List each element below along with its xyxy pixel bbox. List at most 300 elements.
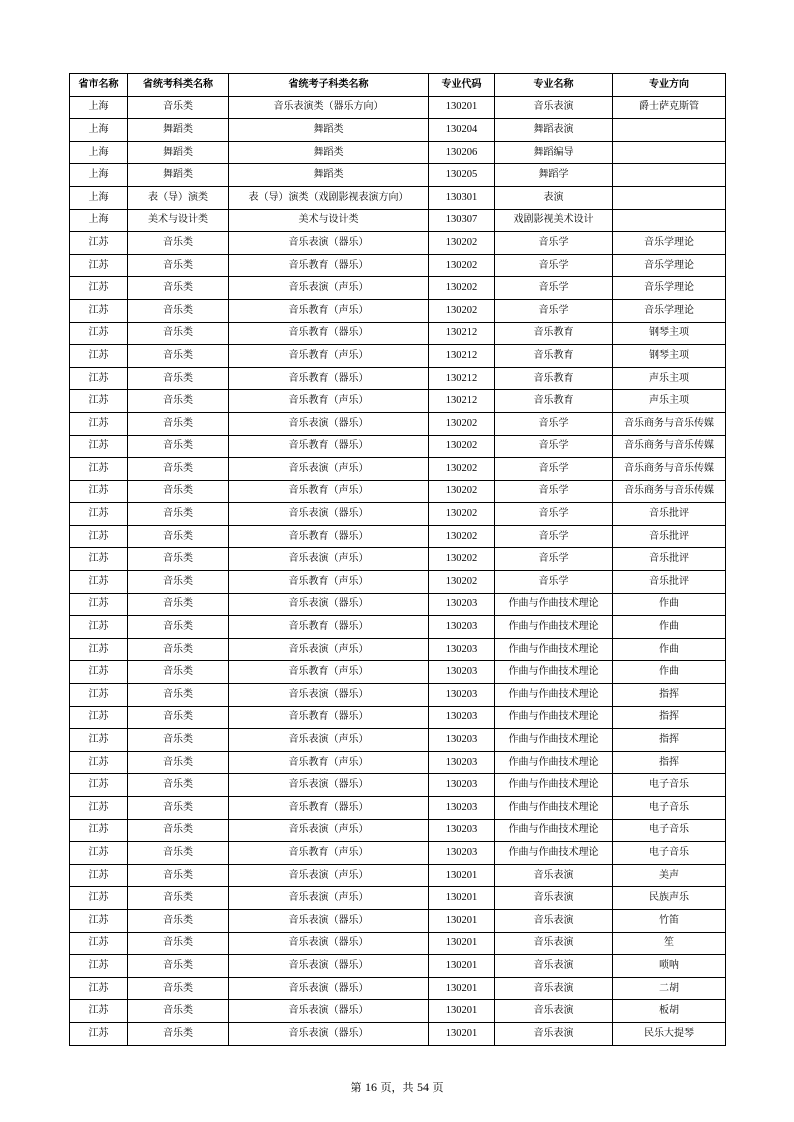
cell-province: 江苏 bbox=[70, 887, 128, 910]
table-row bbox=[70, 458, 726, 481]
cell-major-name: 音乐教育 bbox=[495, 345, 613, 368]
cell-major-name: 音乐学 bbox=[495, 299, 613, 322]
table-row bbox=[70, 1022, 726, 1045]
cell-exam-subcategory: 音乐表演（声乐） bbox=[229, 729, 429, 752]
cell-exam-subcategory: 音乐表演（声乐） bbox=[229, 548, 429, 571]
cell-exam-subcategory: 音乐教育（声乐） bbox=[229, 571, 429, 594]
cell-major-code: 130206 bbox=[429, 141, 495, 164]
cell-province: 江苏 bbox=[70, 1000, 128, 1023]
cell-exam-category: 舞蹈类 bbox=[128, 141, 229, 164]
cell-major-code: 130202 bbox=[429, 299, 495, 322]
cell-exam-subcategory: 音乐表演（器乐） bbox=[229, 232, 429, 255]
cell-exam-category: 美术与设计类 bbox=[128, 209, 229, 232]
cell-exam-category: 音乐类 bbox=[128, 932, 229, 955]
cell-major-direction bbox=[613, 119, 726, 142]
cell-major-direction: 作曲 bbox=[613, 661, 726, 684]
cell-exam-subcategory: 音乐教育（声乐） bbox=[229, 842, 429, 865]
table-row bbox=[70, 774, 726, 797]
cell-major-code: 130203 bbox=[429, 616, 495, 639]
cell-exam-category: 音乐类 bbox=[128, 458, 229, 481]
cell-exam-category: 音乐类 bbox=[128, 548, 229, 571]
cell-major-name: 舞蹈编导 bbox=[495, 141, 613, 164]
cell-major-direction: 指挥 bbox=[613, 751, 726, 774]
cell-province: 江苏 bbox=[70, 254, 128, 277]
table-row bbox=[70, 661, 726, 684]
cell-exam-subcategory: 音乐教育（声乐） bbox=[229, 751, 429, 774]
cell-exam-subcategory: 音乐表演（器乐） bbox=[229, 1022, 429, 1045]
cell-exam-subcategory: 舞蹈类 bbox=[229, 164, 429, 187]
cell-major-code: 130203 bbox=[429, 706, 495, 729]
cell-major-code: 130203 bbox=[429, 751, 495, 774]
cell-major-name: 舞蹈表演 bbox=[495, 119, 613, 142]
table-row bbox=[70, 503, 726, 526]
cell-exam-subcategory: 音乐表演（器乐） bbox=[229, 1000, 429, 1023]
cell-major-code: 130201 bbox=[429, 864, 495, 887]
table-row bbox=[70, 412, 726, 435]
cell-exam-category: 音乐类 bbox=[128, 774, 229, 797]
cell-exam-category: 音乐类 bbox=[128, 503, 229, 526]
cell-major-direction: 钢琴主项 bbox=[613, 322, 726, 345]
cell-exam-category: 表（导）演类 bbox=[128, 186, 229, 209]
cell-major-direction: 音乐批评 bbox=[613, 525, 726, 548]
cell-major-name: 音乐学 bbox=[495, 525, 613, 548]
cell-major-direction: 音乐商务与音乐传媒 bbox=[613, 458, 726, 481]
cell-major-direction bbox=[613, 164, 726, 187]
cell-province: 江苏 bbox=[70, 277, 128, 300]
cell-exam-subcategory: 音乐表演（声乐） bbox=[229, 638, 429, 661]
cell-exam-subcategory: 音乐教育（器乐） bbox=[229, 706, 429, 729]
cell-exam-category: 音乐类 bbox=[128, 390, 229, 413]
cell-major-code: 130205 bbox=[429, 164, 495, 187]
cell-major-name: 音乐学 bbox=[495, 548, 613, 571]
cell-major-name: 音乐学 bbox=[495, 503, 613, 526]
cell-exam-category: 音乐类 bbox=[128, 819, 229, 842]
cell-major-name: 作曲与作曲技术理论 bbox=[495, 661, 613, 684]
table-row bbox=[70, 684, 726, 707]
cell-major-direction: 唢呐 bbox=[613, 955, 726, 978]
cell-major-direction: 音乐学理论 bbox=[613, 254, 726, 277]
cell-exam-subcategory: 音乐教育（器乐） bbox=[229, 367, 429, 390]
table-row bbox=[70, 977, 726, 1000]
header-exam-category: 省统考科类名称 bbox=[128, 74, 229, 97]
cell-major-code: 130202 bbox=[429, 277, 495, 300]
specialty-table bbox=[69, 73, 726, 1046]
cell-exam-category: 音乐类 bbox=[128, 842, 229, 865]
footer-prefix: 第 bbox=[350, 1081, 365, 1094]
cell-exam-category: 音乐类 bbox=[128, 955, 229, 978]
cell-major-name: 音乐表演 bbox=[495, 1022, 613, 1045]
cell-exam-category: 音乐类 bbox=[128, 412, 229, 435]
table-row bbox=[70, 819, 726, 842]
table-row bbox=[70, 571, 726, 594]
cell-major-direction: 声乐主项 bbox=[613, 367, 726, 390]
cell-major-direction: 指挥 bbox=[613, 729, 726, 752]
table-row bbox=[70, 119, 726, 142]
table-row bbox=[70, 164, 726, 187]
cell-exam-subcategory: 音乐教育（器乐） bbox=[229, 254, 429, 277]
cell-exam-subcategory: 音乐表演（声乐） bbox=[229, 458, 429, 481]
cell-province: 江苏 bbox=[70, 390, 128, 413]
table-row bbox=[70, 638, 726, 661]
cell-exam-subcategory: 音乐表演（器乐） bbox=[229, 909, 429, 932]
table-row bbox=[70, 254, 726, 277]
cell-major-name: 作曲与作曲技术理论 bbox=[495, 684, 613, 707]
cell-province: 江苏 bbox=[70, 412, 128, 435]
cell-major-code: 130301 bbox=[429, 186, 495, 209]
header-major-code: 专业代码 bbox=[429, 74, 495, 97]
cell-exam-subcategory: 音乐教育（声乐） bbox=[229, 345, 429, 368]
table-body bbox=[70, 96, 726, 1045]
cell-major-direction: 音乐商务与音乐传媒 bbox=[613, 412, 726, 435]
cell-major-direction bbox=[613, 209, 726, 232]
footer-suffix: 页 bbox=[429, 1081, 444, 1094]
cell-major-code: 130212 bbox=[429, 367, 495, 390]
cell-major-name: 作曲与作曲技术理论 bbox=[495, 751, 613, 774]
page-footer bbox=[0, 1079, 794, 1095]
cell-major-code: 130202 bbox=[429, 571, 495, 594]
cell-province: 江苏 bbox=[70, 232, 128, 255]
cell-major-code: 130202 bbox=[429, 503, 495, 526]
table-row bbox=[70, 842, 726, 865]
cell-province: 江苏 bbox=[70, 480, 128, 503]
cell-province: 江苏 bbox=[70, 932, 128, 955]
cell-exam-category: 音乐类 bbox=[128, 616, 229, 639]
cell-major-name: 音乐教育 bbox=[495, 322, 613, 345]
cell-province: 江苏 bbox=[70, 435, 128, 458]
table-row bbox=[70, 299, 726, 322]
cell-major-code: 130212 bbox=[429, 345, 495, 368]
cell-major-code: 130201 bbox=[429, 96, 495, 119]
cell-major-code: 130201 bbox=[429, 955, 495, 978]
table-row bbox=[70, 435, 726, 458]
cell-province: 江苏 bbox=[70, 345, 128, 368]
cell-exam-category: 音乐类 bbox=[128, 887, 229, 910]
cell-exam-category: 音乐类 bbox=[128, 435, 229, 458]
cell-province: 江苏 bbox=[70, 842, 128, 865]
cell-major-code: 130203 bbox=[429, 593, 495, 616]
table-header-row bbox=[70, 74, 726, 97]
cell-major-name: 戏剧影视美术设计 bbox=[495, 209, 613, 232]
cell-exam-subcategory: 音乐表演（器乐） bbox=[229, 955, 429, 978]
cell-exam-category: 音乐类 bbox=[128, 909, 229, 932]
cell-major-code: 130201 bbox=[429, 909, 495, 932]
cell-exam-category: 音乐类 bbox=[128, 1022, 229, 1045]
cell-exam-subcategory: 音乐表演（器乐） bbox=[229, 593, 429, 616]
header-major-name: 专业名称 bbox=[495, 74, 613, 97]
table-row bbox=[70, 186, 726, 209]
cell-major-direction: 笙 bbox=[613, 932, 726, 955]
footer-middle: 页，共 bbox=[377, 1081, 417, 1094]
cell-major-direction: 音乐商务与音乐传媒 bbox=[613, 435, 726, 458]
cell-exam-category: 音乐类 bbox=[128, 345, 229, 368]
table-row bbox=[70, 887, 726, 910]
table-row bbox=[70, 909, 726, 932]
cell-major-code: 130203 bbox=[429, 819, 495, 842]
cell-exam-category: 音乐类 bbox=[128, 232, 229, 255]
cell-province: 江苏 bbox=[70, 909, 128, 932]
table-row bbox=[70, 729, 726, 752]
cell-province: 江苏 bbox=[70, 661, 128, 684]
table-row bbox=[70, 367, 726, 390]
cell-major-direction: 作曲 bbox=[613, 638, 726, 661]
cell-exam-category: 音乐类 bbox=[128, 729, 229, 752]
cell-exam-subcategory: 音乐教育（器乐） bbox=[229, 322, 429, 345]
table-row bbox=[70, 322, 726, 345]
cell-exam-subcategory: 音乐教育（器乐） bbox=[229, 435, 429, 458]
cell-major-code: 130201 bbox=[429, 1022, 495, 1045]
cell-major-name: 音乐学 bbox=[495, 435, 613, 458]
cell-province: 江苏 bbox=[70, 548, 128, 571]
cell-major-direction: 电子音乐 bbox=[613, 774, 726, 797]
cell-exam-subcategory: 音乐表演（器乐） bbox=[229, 503, 429, 526]
cell-major-name: 音乐表演 bbox=[495, 932, 613, 955]
cell-major-code: 130203 bbox=[429, 638, 495, 661]
cell-major-direction: 指挥 bbox=[613, 706, 726, 729]
cell-exam-category: 音乐类 bbox=[128, 797, 229, 820]
cell-exam-category: 音乐类 bbox=[128, 367, 229, 390]
cell-exam-category: 音乐类 bbox=[128, 977, 229, 1000]
cell-major-code: 130203 bbox=[429, 684, 495, 707]
cell-province: 江苏 bbox=[70, 1022, 128, 1045]
cell-major-code: 130212 bbox=[429, 390, 495, 413]
footer-total-pages: 54 bbox=[417, 1080, 429, 1094]
cell-exam-subcategory: 音乐教育（器乐） bbox=[229, 525, 429, 548]
cell-exam-subcategory: 音乐表演（声乐） bbox=[229, 819, 429, 842]
cell-exam-subcategory: 音乐表演（器乐） bbox=[229, 932, 429, 955]
cell-major-direction: 钢琴主项 bbox=[613, 345, 726, 368]
cell-exam-category: 舞蹈类 bbox=[128, 164, 229, 187]
cell-province: 江苏 bbox=[70, 977, 128, 1000]
cell-province: 上海 bbox=[70, 141, 128, 164]
cell-major-direction: 作曲 bbox=[613, 616, 726, 639]
table-row bbox=[70, 1000, 726, 1023]
table-row bbox=[70, 932, 726, 955]
cell-exam-subcategory: 音乐表演（器乐） bbox=[229, 774, 429, 797]
cell-major-name: 音乐学 bbox=[495, 277, 613, 300]
cell-exam-category: 音乐类 bbox=[128, 593, 229, 616]
cell-major-name: 音乐学 bbox=[495, 480, 613, 503]
cell-major-name: 作曲与作曲技术理论 bbox=[495, 593, 613, 616]
table-row bbox=[70, 955, 726, 978]
cell-major-code: 130203 bbox=[429, 797, 495, 820]
cell-province: 上海 bbox=[70, 119, 128, 142]
cell-major-code: 130203 bbox=[429, 729, 495, 752]
cell-major-direction: 音乐批评 bbox=[613, 503, 726, 526]
cell-major-name: 作曲与作曲技术理论 bbox=[495, 616, 613, 639]
cell-major-direction: 作曲 bbox=[613, 593, 726, 616]
cell-exam-subcategory: 音乐表演（声乐） bbox=[229, 864, 429, 887]
cell-major-name: 作曲与作曲技术理论 bbox=[495, 797, 613, 820]
cell-major-name: 作曲与作曲技术理论 bbox=[495, 819, 613, 842]
cell-province: 江苏 bbox=[70, 458, 128, 481]
cell-exam-category: 音乐类 bbox=[128, 661, 229, 684]
cell-province: 江苏 bbox=[70, 503, 128, 526]
cell-exam-category: 音乐类 bbox=[128, 571, 229, 594]
table-row bbox=[70, 480, 726, 503]
cell-major-direction: 电子音乐 bbox=[613, 842, 726, 865]
cell-major-name: 音乐学 bbox=[495, 232, 613, 255]
cell-major-direction: 板胡 bbox=[613, 1000, 726, 1023]
table-row bbox=[70, 141, 726, 164]
cell-exam-category: 音乐类 bbox=[128, 322, 229, 345]
cell-exam-category: 音乐类 bbox=[128, 864, 229, 887]
cell-province: 江苏 bbox=[70, 571, 128, 594]
cell-major-name: 音乐学 bbox=[495, 458, 613, 481]
cell-province: 江苏 bbox=[70, 774, 128, 797]
cell-province: 江苏 bbox=[70, 751, 128, 774]
table-row bbox=[70, 345, 726, 368]
cell-major-direction: 美声 bbox=[613, 864, 726, 887]
table-row bbox=[70, 616, 726, 639]
cell-major-name: 音乐学 bbox=[495, 571, 613, 594]
cell-exam-subcategory: 音乐教育（声乐） bbox=[229, 661, 429, 684]
cell-exam-subcategory: 舞蹈类 bbox=[229, 141, 429, 164]
cell-exam-category: 音乐类 bbox=[128, 638, 229, 661]
cell-province: 江苏 bbox=[70, 322, 128, 345]
cell-exam-subcategory: 美术与设计类 bbox=[229, 209, 429, 232]
cell-exam-subcategory: 舞蹈类 bbox=[229, 119, 429, 142]
cell-major-code: 130202 bbox=[429, 458, 495, 481]
cell-major-code: 130201 bbox=[429, 887, 495, 910]
cell-major-name: 作曲与作曲技术理论 bbox=[495, 842, 613, 865]
cell-major-direction: 竹笛 bbox=[613, 909, 726, 932]
cell-major-direction: 电子音乐 bbox=[613, 797, 726, 820]
header-major-direction: 专业方向 bbox=[613, 74, 726, 97]
cell-major-code: 130201 bbox=[429, 977, 495, 1000]
cell-major-name: 作曲与作曲技术理论 bbox=[495, 729, 613, 752]
table-row bbox=[70, 706, 726, 729]
cell-exam-category: 音乐类 bbox=[128, 96, 229, 119]
cell-major-code: 130201 bbox=[429, 932, 495, 955]
cell-province: 上海 bbox=[70, 96, 128, 119]
cell-province: 江苏 bbox=[70, 638, 128, 661]
cell-major-code: 130202 bbox=[429, 435, 495, 458]
cell-major-direction: 民族声乐 bbox=[613, 887, 726, 910]
cell-exam-category: 音乐类 bbox=[128, 684, 229, 707]
cell-exam-category: 音乐类 bbox=[128, 525, 229, 548]
cell-province: 上海 bbox=[70, 209, 128, 232]
table-row bbox=[70, 797, 726, 820]
cell-major-code: 130212 bbox=[429, 322, 495, 345]
cell-major-code: 130203 bbox=[429, 661, 495, 684]
cell-major-code: 130307 bbox=[429, 209, 495, 232]
cell-major-name: 音乐教育 bbox=[495, 367, 613, 390]
cell-province: 江苏 bbox=[70, 819, 128, 842]
cell-exam-category: 音乐类 bbox=[128, 299, 229, 322]
cell-province: 江苏 bbox=[70, 367, 128, 390]
table-row bbox=[70, 864, 726, 887]
cell-major-code: 130204 bbox=[429, 119, 495, 142]
cell-major-name: 音乐表演 bbox=[495, 909, 613, 932]
cell-province: 江苏 bbox=[70, 593, 128, 616]
table-row bbox=[70, 548, 726, 571]
cell-major-direction: 声乐主项 bbox=[613, 390, 726, 413]
cell-major-direction: 电子音乐 bbox=[613, 819, 726, 842]
cell-exam-category: 音乐类 bbox=[128, 277, 229, 300]
cell-exam-subcategory: 音乐表演类（器乐方向） bbox=[229, 96, 429, 119]
cell-major-direction: 爵士萨克斯管 bbox=[613, 96, 726, 119]
cell-major-name: 表演 bbox=[495, 186, 613, 209]
footer-page-number: 16 bbox=[365, 1080, 377, 1094]
cell-major-code: 130202 bbox=[429, 254, 495, 277]
cell-major-name: 音乐表演 bbox=[495, 1000, 613, 1023]
cell-major-name: 音乐表演 bbox=[495, 887, 613, 910]
cell-major-direction: 音乐批评 bbox=[613, 571, 726, 594]
cell-province: 江苏 bbox=[70, 729, 128, 752]
table-row bbox=[70, 96, 726, 119]
table-row bbox=[70, 390, 726, 413]
cell-exam-subcategory: 音乐教育（声乐） bbox=[229, 480, 429, 503]
cell-exam-category: 音乐类 bbox=[128, 254, 229, 277]
cell-major-name: 作曲与作曲技术理论 bbox=[495, 706, 613, 729]
cell-exam-subcategory: 音乐表演（声乐） bbox=[229, 277, 429, 300]
header-province: 省市名称 bbox=[70, 74, 128, 97]
cell-exam-subcategory: 音乐表演（器乐） bbox=[229, 977, 429, 1000]
cell-major-code: 130202 bbox=[429, 480, 495, 503]
cell-province: 江苏 bbox=[70, 616, 128, 639]
cell-major-code: 130202 bbox=[429, 232, 495, 255]
table-row bbox=[70, 525, 726, 548]
cell-major-name: 音乐表演 bbox=[495, 864, 613, 887]
cell-exam-subcategory: 音乐表演（器乐） bbox=[229, 412, 429, 435]
cell-major-direction: 指挥 bbox=[613, 684, 726, 707]
cell-major-name: 音乐教育 bbox=[495, 390, 613, 413]
cell-province: 江苏 bbox=[70, 797, 128, 820]
cell-province: 江苏 bbox=[70, 864, 128, 887]
cell-province: 上海 bbox=[70, 164, 128, 187]
cell-exam-category: 音乐类 bbox=[128, 1000, 229, 1023]
cell-major-direction: 音乐学理论 bbox=[613, 277, 726, 300]
cell-major-direction: 音乐商务与音乐传媒 bbox=[613, 480, 726, 503]
cell-major-name: 舞蹈学 bbox=[495, 164, 613, 187]
cell-major-name: 音乐学 bbox=[495, 412, 613, 435]
cell-major-name: 音乐表演 bbox=[495, 977, 613, 1000]
table-row bbox=[70, 277, 726, 300]
cell-major-code: 130203 bbox=[429, 774, 495, 797]
cell-major-direction: 音乐学理论 bbox=[613, 232, 726, 255]
cell-exam-category: 音乐类 bbox=[128, 480, 229, 503]
cell-major-code: 130202 bbox=[429, 525, 495, 548]
cell-major-code: 130202 bbox=[429, 548, 495, 571]
table-row bbox=[70, 232, 726, 255]
table-row bbox=[70, 209, 726, 232]
cell-major-code: 130201 bbox=[429, 1000, 495, 1023]
cell-major-direction: 音乐学理论 bbox=[613, 299, 726, 322]
cell-province: 江苏 bbox=[70, 706, 128, 729]
cell-province: 江苏 bbox=[70, 525, 128, 548]
cell-exam-category: 音乐类 bbox=[128, 751, 229, 774]
cell-major-code: 130203 bbox=[429, 842, 495, 865]
cell-major-direction bbox=[613, 186, 726, 209]
cell-province: 江苏 bbox=[70, 299, 128, 322]
header-exam-subcategory: 省统考子科类名称 bbox=[229, 74, 429, 97]
table-row bbox=[70, 751, 726, 774]
cell-exam-subcategory: 音乐教育（声乐） bbox=[229, 299, 429, 322]
cell-province: 上海 bbox=[70, 186, 128, 209]
cell-exam-subcategory: 音乐表演（声乐） bbox=[229, 887, 429, 910]
cell-exam-category: 音乐类 bbox=[128, 706, 229, 729]
cell-major-code: 130202 bbox=[429, 412, 495, 435]
cell-exam-category: 舞蹈类 bbox=[128, 119, 229, 142]
cell-major-direction: 二胡 bbox=[613, 977, 726, 1000]
cell-exam-subcategory: 音乐表演（器乐） bbox=[229, 684, 429, 707]
cell-exam-subcategory: 表（导）演类（戏剧影视表演方向） bbox=[229, 186, 429, 209]
cell-province: 江苏 bbox=[70, 955, 128, 978]
cell-exam-subcategory: 音乐教育（声乐） bbox=[229, 390, 429, 413]
cell-exam-subcategory: 音乐教育（器乐） bbox=[229, 616, 429, 639]
cell-province: 江苏 bbox=[70, 684, 128, 707]
cell-major-name: 音乐表演 bbox=[495, 955, 613, 978]
